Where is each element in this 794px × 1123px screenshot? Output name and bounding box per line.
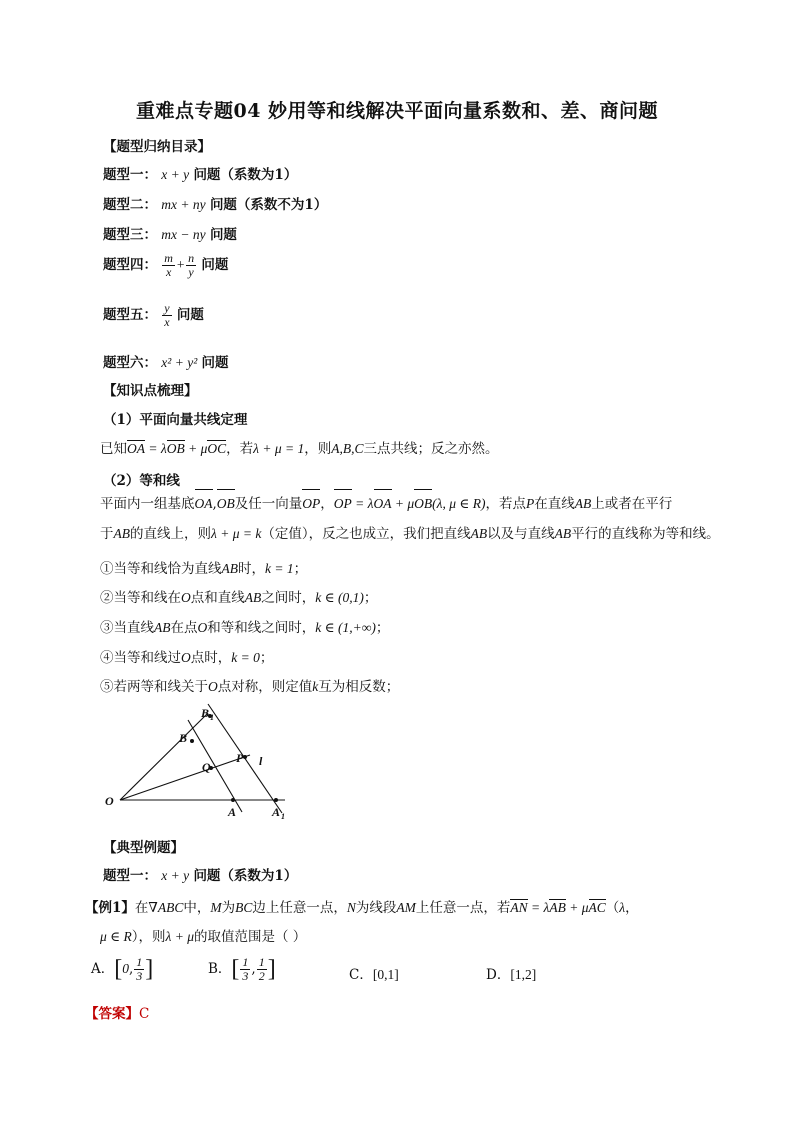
point-b [190, 739, 194, 743]
catalog-item-4: 题型四： $\frac{m}{x}$ + $\frac{n}{y}$ 问题 [103, 251, 229, 279]
page-title: 重难点专题04 妙用等和线解决平面向量系数和、差、商问题 [135, 100, 659, 122]
examples-heading: 【典型例题】 [103, 840, 184, 856]
label-q: Q [202, 760, 211, 774]
ray-o-b1 [120, 713, 208, 800]
catalog-item-5: 题型五： $\frac{y}{x}$ 问题 [103, 301, 204, 329]
collinear-theorem: 已知OA = λOB + μOC，若λ + μ = 1，则A,B,C三点共线；反之亦然。 [100, 441, 499, 457]
catalog-item-3: 题型三： mx − ny 问题 [103, 227, 237, 243]
case-5: ⑤若两等和线关于O点对称，则定值k互为相反数； [100, 679, 400, 695]
case-4: ④当等和线过O点时，k = 0； [100, 650, 274, 666]
point-p [243, 755, 247, 759]
option-b[interactable]: B．[ $\frac{1}{3}$ , $\frac{1}{2}$ ] [208, 955, 276, 983]
fraction-m-over-x: $\frac{m}{x}$ [164, 251, 173, 279]
answer: 【答案】C [85, 1006, 150, 1022]
point-a [231, 798, 235, 802]
catalog-item-1: 题型一： x + y 问题（系数为1） [103, 167, 298, 183]
label-p: P [236, 751, 244, 765]
catalog-heading: 【题型归纳目录】 [103, 139, 211, 155]
case-1: ①当等和线恰为直线AB时，k = 1； [100, 561, 308, 577]
label-a: A [228, 805, 237, 819]
knowledge-heading: 【知识点梳理】 [103, 383, 198, 399]
option-d[interactable]: D．[1,2] [486, 967, 537, 983]
label-o: O [105, 794, 114, 808]
line-ab [188, 720, 242, 812]
example-1-line-2: μ ∈ R），则λ + μ的取值范围是（ ） [100, 929, 307, 945]
knowledge-sub2: （2）等和线 [103, 473, 180, 489]
option-a[interactable]: A．[0, $\frac{1}{3}$ ] [91, 955, 154, 983]
case-3: ③当直线AB在点O和等和线之间时，k ∈ (1,+∞)； [100, 620, 390, 636]
option-c[interactable]: C．[0,1] [349, 967, 399, 983]
vector-ob: OB [166, 441, 185, 456]
example-1-line-1: 【例1】在∇ABC中，M为BC边上任意一点，N为线段AM上任意一点，若AN = λAB + μAC（λ， [85, 900, 639, 916]
label-b: B [179, 731, 188, 745]
label-b1-sub: 1 [210, 713, 214, 722]
equal-sum-line-para-2: 于AB的直线上，则λ + μ = k（定值），反之也成立，我们把直线AB以及与直线AB平行的直线称为等和线。 [100, 526, 720, 542]
example-type-1: 题型一： x + y 问题（系数为1） [103, 868, 298, 884]
vector-oa: OA [127, 441, 145, 456]
knowledge-sub1: （1）平面向量共线定理 [103, 412, 248, 428]
point-a1 [274, 798, 278, 802]
equal-sum-line-para-1: 平面内一组基底OA,OB及任一向量OP，OP = λOA + μOB(λ, μ ∈ R)，若点P在直线AB上或者在平行 [100, 490, 672, 518]
vector-oc: OC [207, 441, 227, 456]
case-2: ②当等和线在O点和直线AB之间时，k ∈ (0,1)； [100, 590, 378, 606]
equal-sum-line-diagram [100, 700, 310, 825]
label-l: l [259, 754, 263, 768]
label-b1: B [201, 706, 210, 720]
catalog-item-2: 题型二： mx + ny 问题（系数不为1） [103, 197, 328, 213]
catalog-item-6: 题型六： x² + y² 问题 [103, 355, 229, 371]
fraction-n-over-y: $\frac{n}{y}$ [188, 251, 195, 279]
fraction-y-over-x: $\frac{y}{x}$ [164, 301, 170, 329]
label-a1-sub: 1 [281, 812, 285, 821]
label-a1: A [272, 805, 281, 819]
